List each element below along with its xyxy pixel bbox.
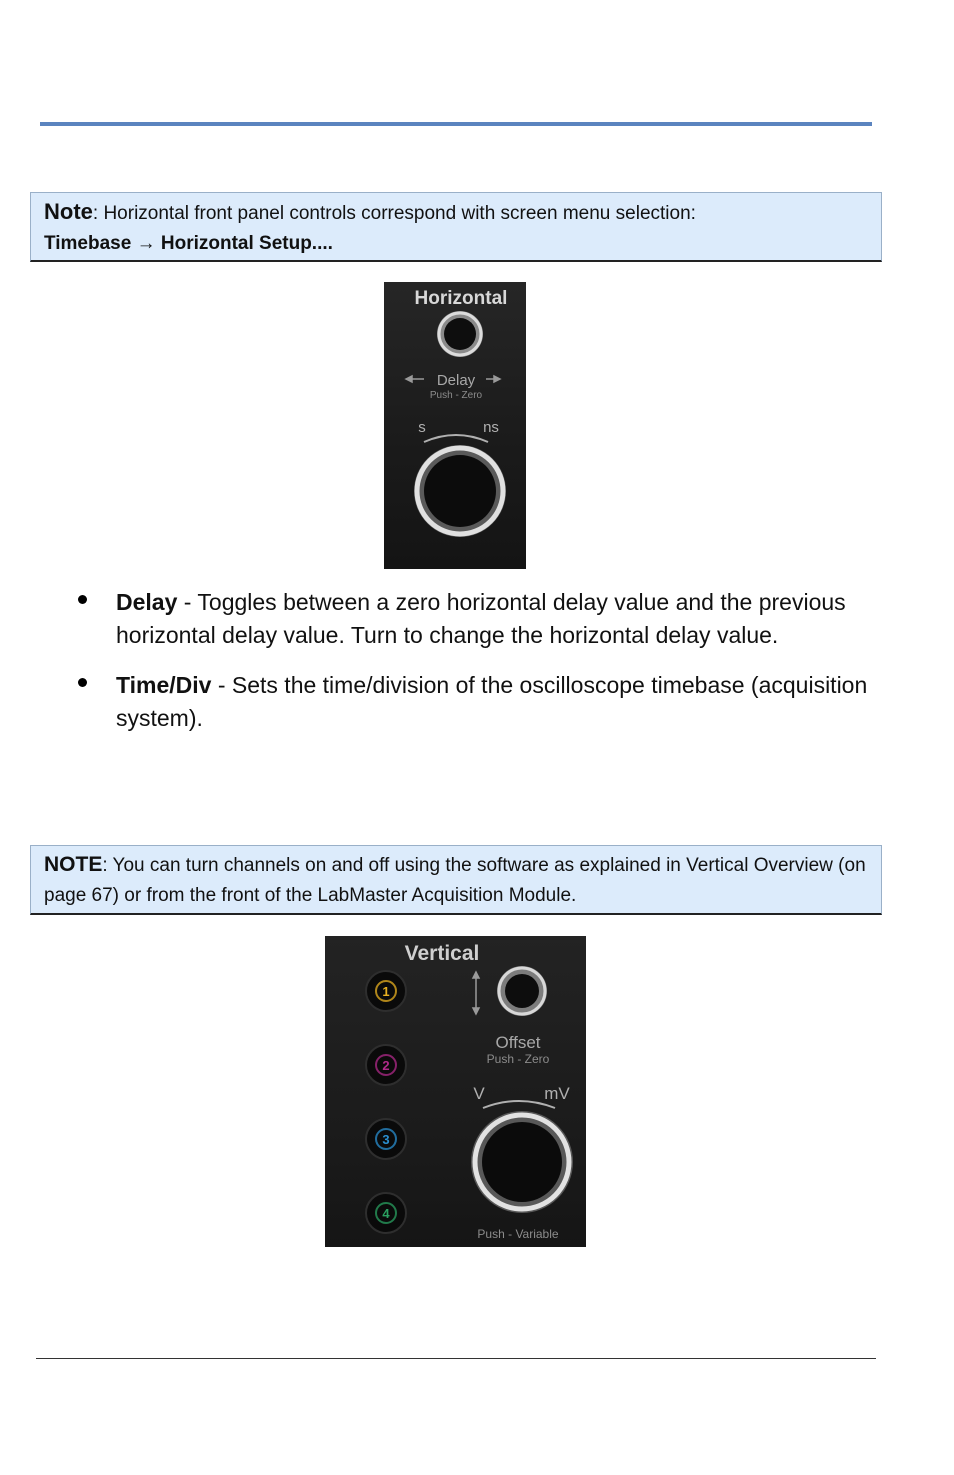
- timediv-knob-icon: [414, 445, 506, 537]
- delay-label: Delay: [436, 372, 476, 389]
- channel-1-button[interactable]: [366, 971, 406, 1011]
- offset-knob-icon: [497, 966, 547, 1016]
- offset-arrows-icon: [473, 972, 479, 1014]
- control-description-list: [78, 586, 878, 752]
- note-text: : You can turn channels on and off using the software as explained in Vertical Overview (on page 67) or from the front of the LabMaster Acquisition Module.: [44, 855, 866, 906]
- note-channels: [30, 845, 882, 915]
- unit-s-label: s: [418, 419, 426, 436]
- vertical-panel-photo: [325, 936, 586, 1247]
- channel-number-label: 4: [382, 1206, 390, 1221]
- channel-number-label: 1: [382, 984, 390, 999]
- offset-sub-label: Push - Zero: [486, 1052, 550, 1066]
- volts-div-knob-icon: [471, 1111, 573, 1213]
- list-item-timediv: [78, 669, 878, 735]
- delay-knob-icon: [437, 311, 483, 357]
- vertical-title: Vertical: [404, 942, 480, 965]
- unit-ns-label: ns: [483, 419, 499, 436]
- horizontal-title: Horizontal: [414, 288, 508, 309]
- unit-mv-label: mV: [544, 1084, 570, 1103]
- note-text: : Horizontal front panel controls correspond with screen menu selection:: [92, 203, 696, 224]
- offset-label: Offset: [495, 1033, 541, 1052]
- channel-2-button[interactable]: [366, 1045, 406, 1085]
- channel-3-button[interactable]: [366, 1119, 406, 1159]
- note-horizontal: [30, 192, 882, 262]
- header-rule: [40, 122, 872, 126]
- bullet-icon: [78, 678, 87, 687]
- footer-rule: [36, 1358, 876, 1359]
- note-lead: Note: [44, 199, 93, 224]
- channel-number-label: 3: [382, 1132, 390, 1147]
- bullet-term: Delay: [116, 589, 178, 615]
- note-lead: NOTE: [44, 853, 103, 876]
- note-menu-path: Timebase → Horizontal Setup....: [44, 233, 333, 254]
- push-variable-label: Push - Variable: [477, 1227, 559, 1241]
- bullet-text: - Sets the time/division of the oscilloscope timebase (acquisition system).: [116, 672, 868, 731]
- list-item-delay: [78, 586, 878, 652]
- bullet-text: - Toggles between a zero horizontal delay value and the previous horizontal delay value. Turn to change the horizontal delay value.: [116, 589, 846, 648]
- bullet-icon: [78, 595, 87, 604]
- delay-sub-label: Push - Zero: [429, 390, 483, 401]
- channel-number-label: 2: [382, 1058, 390, 1073]
- rotation-arc-icon: [424, 435, 488, 442]
- channel-4-button[interactable]: [366, 1193, 406, 1233]
- bullet-term: Time/Div: [116, 672, 212, 698]
- horizontal-panel-photo: [384, 282, 526, 569]
- unit-v-label: V: [473, 1084, 485, 1103]
